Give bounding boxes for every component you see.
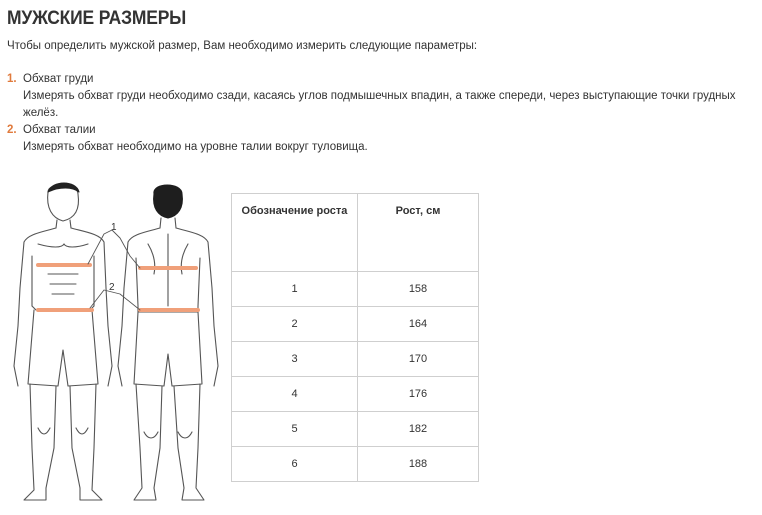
leader-lines <box>88 230 140 310</box>
back-figure <box>118 185 218 500</box>
step-description: Измерять обхват необходимо на уровне талии вокруг туловища. <box>23 141 368 153</box>
height-cm: 182 <box>358 412 479 447</box>
page-title: МУЖСКИЕ РАЗМЕРЫ <box>7 8 187 29</box>
step-chest <box>7 71 762 122</box>
height-designation: 6 <box>232 447 358 482</box>
height-cm: 164 <box>358 307 479 342</box>
front-figure <box>14 183 112 500</box>
body-measurement-illustration <box>8 178 228 510</box>
step-waist <box>7 122 762 156</box>
height-cm: 170 <box>358 342 479 377</box>
height-designation: 2 <box>232 307 358 342</box>
table-row <box>232 447 479 482</box>
step-number: 1. <box>7 73 17 85</box>
table-header-row <box>232 194 479 272</box>
marker-1: 1 <box>111 222 117 233</box>
table-row <box>232 342 479 377</box>
step-label: Обхват груди <box>23 73 94 85</box>
measurement-steps <box>7 71 762 156</box>
step-description: Измерять обхват груди необходимо сзади, касаясь углов подмышечных впадин, а также спереди, через выступающие точки грудных желёз. <box>23 90 736 119</box>
marker-labels <box>109 222 117 293</box>
table-row <box>232 272 479 307</box>
step-number: 2. <box>7 124 17 136</box>
table-row <box>232 377 479 412</box>
marker-2: 2 <box>109 282 115 293</box>
height-designation: 1 <box>232 272 358 307</box>
intro-text: Чтобы определить мужской размер, Вам необходимо измерить следующие параметры: <box>7 40 478 52</box>
column-header: Обозначение роста <box>232 194 358 272</box>
height-designation: 3 <box>232 342 358 377</box>
step-label: Обхват талии <box>23 124 96 136</box>
table-row <box>232 412 479 447</box>
size-table <box>231 193 479 482</box>
height-cm: 188 <box>358 447 479 482</box>
height-cm: 176 <box>358 377 479 412</box>
height-designation: 5 <box>232 412 358 447</box>
height-designation: 4 <box>232 377 358 412</box>
measurement-bands <box>38 265 198 310</box>
height-cm: 158 <box>358 272 479 307</box>
column-header: Рост, см <box>358 194 479 272</box>
table-row <box>232 307 479 342</box>
